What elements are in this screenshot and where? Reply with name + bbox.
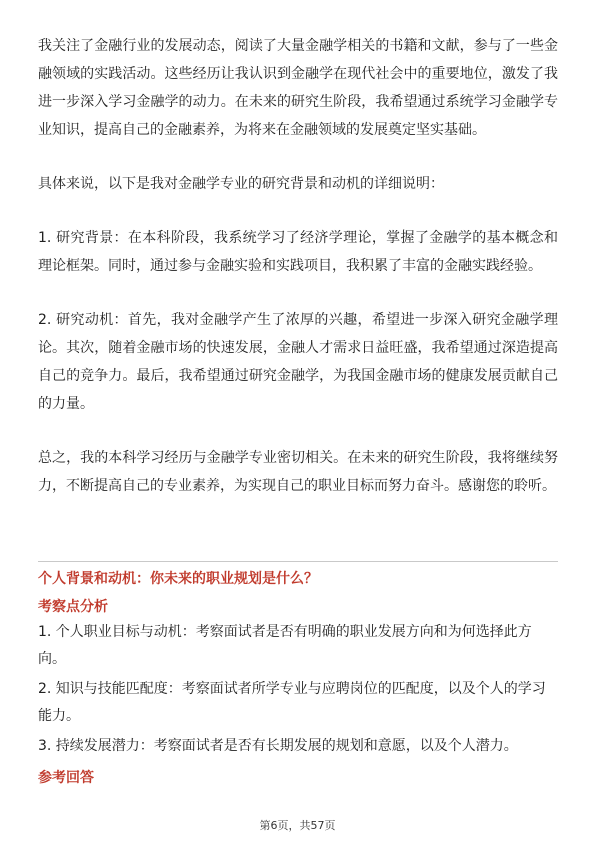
analysis-point: 3. 持续发展潜力：考察面试者是否有长期发展的规划和意愿，以及个人潜力。 [38, 738, 518, 754]
question-heading: 个人背景和动机：你未来的职业规划是什么？ [38, 571, 318, 587]
section-divider [38, 561, 558, 562]
body-text [38, 32, 558, 526]
paragraph-conclusion: 总之，我的本科学习经历与金融学专业密切相关。在未来的研究生阶段，我将继续努力，不断提高自己的专业素养，为实现自己的职业目标而努力奋斗。感谢您的聆听。 [38, 450, 558, 494]
analysis-point: 2. 知识与技能匹配度：考察面试者所学专业与应聘岗位的匹配度，以及个人的学习能力。 [38, 681, 546, 724]
analysis-heading: 考察点分析 [38, 599, 108, 615]
page-number: 第6页，共57页 [259, 819, 336, 832]
reference-answer-heading: 参考回答 [38, 770, 94, 786]
paragraph-research-background: 1. 研究背景：在本科阶段，我系统学习了经济学理论，掌握了金融学的基本概念和理论框架。同时，通过参与金融实验和实践项目，我积累了丰富的金融实践经验。 [38, 230, 558, 274]
analysis-point: 1. 个人职业目标与动机：考察面试者是否有明确的职业发展方向和为何选择此方向。 [38, 624, 532, 667]
paragraph-intro: 我关注了金融行业的发展动态，阅读了大量金融学相关的书籍和文献，参与了一些金融领域的实践活动。这些经历让我认识到金融学在现代社会中的重要地位，激发了我进一步深入学习金融学的动力。在未来的研究生阶段，我希望通过系统学习金融学专业知识，提高自己的金融素养，为将来在金融领域的发展奠定坚实基础。 [38, 38, 558, 138]
question-section [38, 567, 558, 788]
paragraph-lead-in: 具体来说，以下是我对金融学专业的研究背景和动机的详细说明： [38, 176, 444, 192]
paragraph-research-motivation: 2. 研究动机：首先，我对金融学产生了浓厚的兴趣，希望进一步深入研究金融学理论。其次，随着金融市场的快速发展，金融人才需求日益旺盛，我希望通过深造提高自己的竞争力。最后，我希望通过研究金融学，为我国金融市场的健康发展贡献自己的力量。 [38, 312, 558, 412]
